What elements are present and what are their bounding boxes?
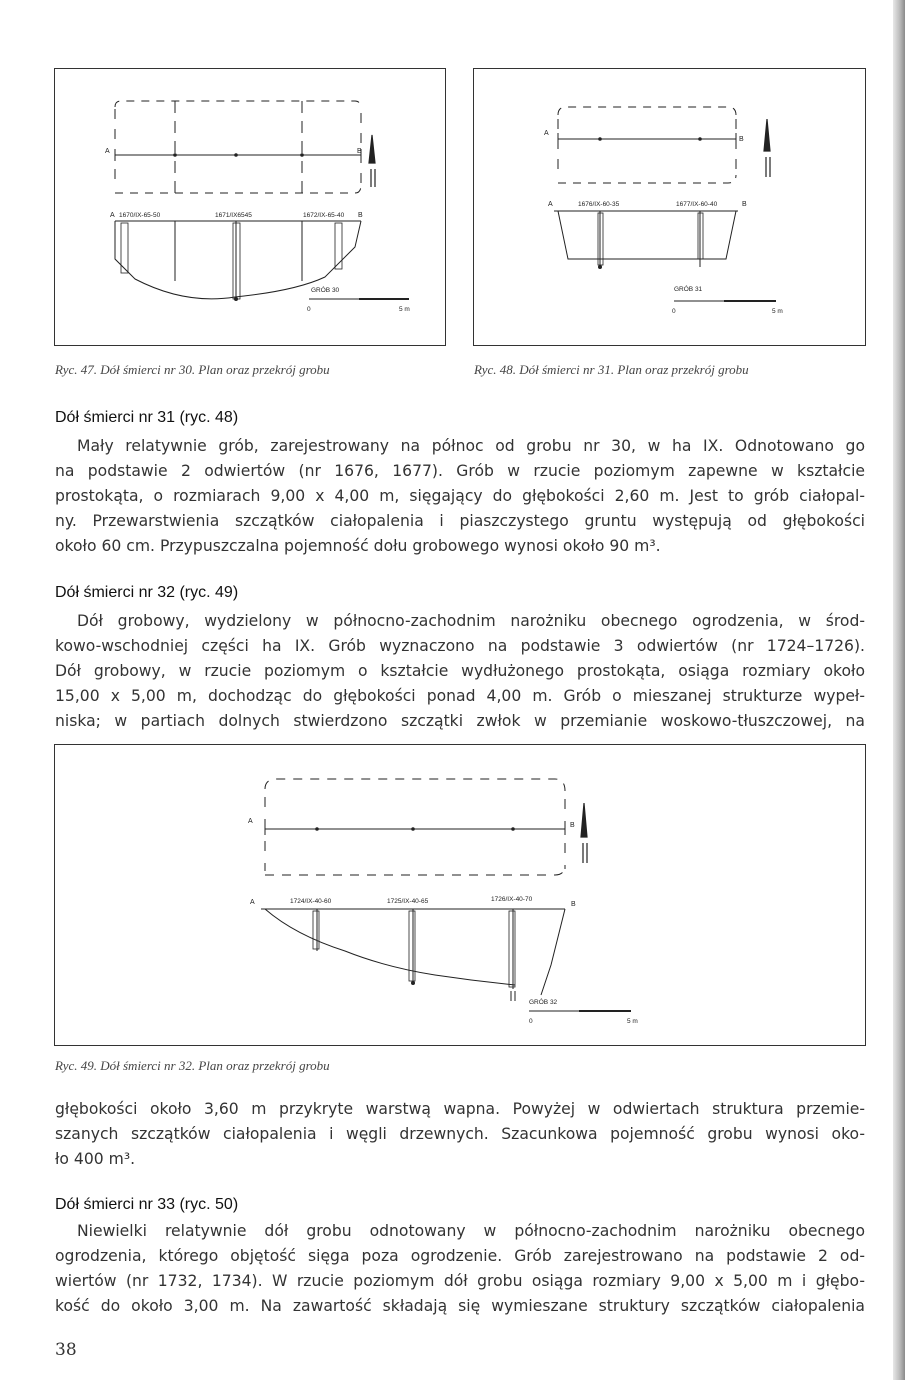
section-33-line-3: wiertów (nr 1732, 1734). W rzucie poziomym dół grobu osiąga rozmiary 9,00 x 5,00 m i głębo- [55,1272,865,1290]
section-32-cont-line-2: szanych szczątków ciałopalenia i węgli drzewnych. Szacunkowa pojemność grobu wynosi oko- [55,1125,865,1143]
fig47-section-a: A [110,212,115,219]
section-32-line-5: niska; w partiach dolnych stwierdzono szczątki zwłok w przemianie woskowo-tłuszczowej, na [55,712,865,730]
figure-47-caption: Ryc. 47. Dół śmierci nr 30. Plan oraz przekrój grobu [55,362,330,377]
fig48-label-b: B [739,136,744,143]
section-32-line-3: Dół grobowy, w rzucie poziomym o kształcie wydłużonego prostokąta, osiąga rozmiary około [55,662,865,680]
fig47-label-b: B [357,148,362,155]
fig49-scale-0: 0 [529,1018,533,1025]
figure-49 [54,744,866,1046]
fig48-grave-label: GRÓB 31 [674,286,703,293]
fig49-borehole-2: 1725/IX-40-65 [387,898,429,905]
fig49-label-a: A [248,818,253,825]
fig47-scale-0: 0 [307,306,311,313]
fig49-label-b: B [570,822,575,829]
fig49-borehole-1: 1724/IX-40-60 [290,898,332,905]
fig48-borehole-2: 1677/IX-60-40 [676,201,718,208]
fig47-borehole-2: 1671/IX6545 [215,212,252,219]
fig48-section-b: B [742,201,747,208]
section-31-text [55,434,865,559]
section-32-line-4: 15,00 x 5,00 m, dochodząc do głębokości ponad 4,00 m. Grób o mieszanej strukturze wypeł- [55,687,865,705]
section-32-line-1: Dół grobowy, wydzielony w północno-zachodnim narożniku obecnego ogrodzenia, w środ- [77,612,865,630]
fig48-borehole-1: 1676/IX-60-35 [578,201,620,208]
section-31-line-4: ny. Przewarstwienia szczątków ciałopalenia i piaszczystego gruntu występują od głębokości [55,512,865,530]
fig49-section-a: A [250,899,255,906]
fig47-borehole-1: 1670/IX-65-50 [119,212,161,219]
figure-48 [473,68,866,346]
figure-47 [54,68,446,346]
figure-49-caption: Ryc. 49. Dół śmierci nr 32. Plan oraz przekrój grobu [55,1058,330,1073]
fig49-borehole-3: 1726/IX-40-70 [491,896,533,903]
fig47-scale-5m: 5 m [399,306,410,313]
section-32-cont-line-3: ło 400 m³. [55,1150,136,1168]
fig47-section-b: B [358,212,363,219]
fig47-borehole-3: 1672/IX-65-40 [303,212,345,219]
section-33-line-1: Niewielki relatywnie dół grobu odnotowany w północno-zachodnim narożniku obecnego [77,1222,865,1240]
figure-49-drawing [55,745,865,1045]
section-32-text [55,609,865,734]
figure-47-drawing [55,69,445,345]
section-33-heading: Dół śmierci nr 33 (ryc. 50) [55,1196,239,1213]
section-33-line-2: ogrodzenia, którego objętość sięga poza ogrodzenie. Grób zarejestrowano na podstawie 2 od- [55,1247,865,1265]
fig47-grave-label: GRÓB 30 [311,287,340,294]
section-32-heading: Dół śmierci nr 32 (ryc. 49) [55,584,239,601]
section-33-line-4: kość do około 3,00 m. Na zawartość składają się wymieszane struktury szczątków ciałopalenia [55,1297,865,1315]
section-31-heading: Dół śmierci nr 31 (ryc. 48) [55,409,239,426]
fig48-section-a: A [548,201,553,208]
page-number: 38 [55,1340,77,1360]
section-32-continuation [55,1097,865,1172]
section-31-line-1: Mały relatywnie grób, zarejestrowany na północ od grobu nr 30, w ha IX. Odnotowano go [77,437,865,455]
section-31-line-2: na podstawie 2 odwiertów (nr 1676, 1677). Grób w rzucie poziomym zapewne w kształcie [55,462,865,480]
figure-48-drawing [474,69,865,345]
figure-48-caption: Ryc. 48. Dół śmierci nr 31. Plan oraz przekrój grobu [474,362,749,377]
section-31-line-3: prostokąta, o rozmiarach 9,00 x 4,00 m, sięgający do głębokości 2,60 m. Jest to grób ciałopal- [55,487,865,505]
fig48-scale-5m: 5 m [772,308,783,315]
section-32-line-2: kowo-wschodniej części ha IX. Grób wyznaczono na podstawie 3 odwiertów (nr 1724–1726). [55,637,865,655]
section-32-cont-line-1: głębokości około 3,60 m przykryte warstwą wapna. Powyżej w odwiertach struktura przemie- [55,1100,865,1118]
fig49-scale-5m: 5 m [627,1018,638,1025]
fig47-label-a: A [105,148,110,155]
page-edge-shadow [893,0,905,1380]
fig49-grave-label: GRÓB 32 [529,999,558,1006]
fig48-label-a: A [544,130,549,137]
section-31-line-5: około 60 cm. Przypuszczalna pojemność dołu grobowego wynosi około 90 m³. [55,537,661,555]
section-33-text [55,1219,865,1319]
fig48-scale-0: 0 [672,308,676,315]
fig49-section-b: B [571,901,576,908]
